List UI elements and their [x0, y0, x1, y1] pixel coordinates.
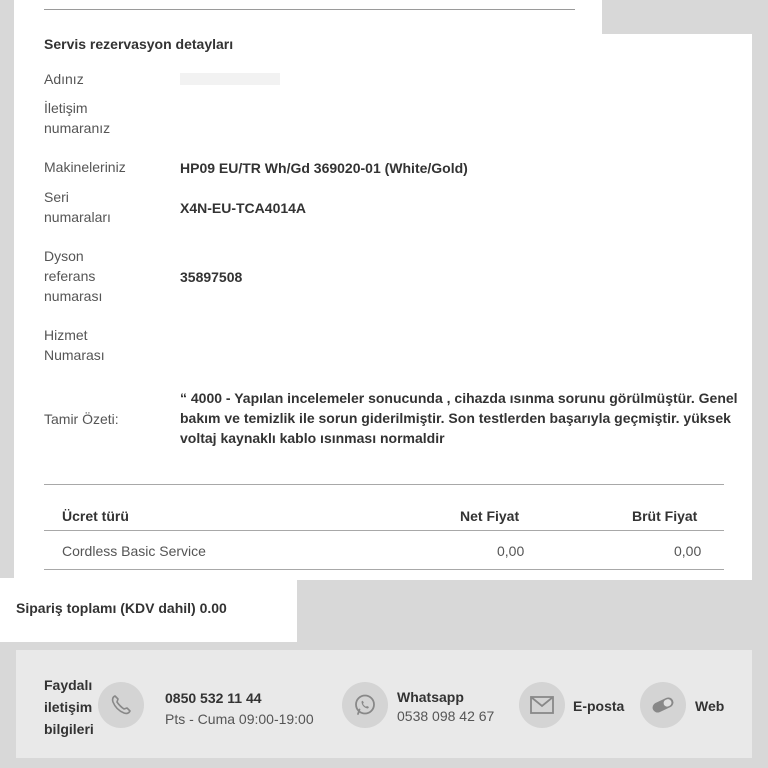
contact-footer-label: Faydalı iletişim bilgileri	[44, 677, 94, 737]
serial-numbers-label: Seri numaraları	[44, 189, 111, 225]
name-label: Adınız	[44, 71, 84, 87]
email-link[interactable]: E-posta	[573, 698, 625, 714]
gross-price-header: Brüt Fiyat	[632, 508, 698, 524]
table-bottom-divider	[44, 569, 724, 570]
section-title: Servis rezervasyon detayları	[44, 36, 234, 52]
service-number-label: Hizmet Numarası	[44, 327, 105, 363]
envelope-icon[interactable]	[519, 682, 565, 728]
table-row-gross-price: 0,00	[674, 543, 702, 559]
dyson-reference-value: 35897508	[180, 269, 243, 285]
top-divider	[44, 9, 575, 10]
whatsapp-title[interactable]: Whatsapp	[397, 689, 464, 705]
serial-numbers-value: X4N-EU-TCA4014A	[180, 200, 307, 216]
whatsapp-icon[interactable]	[342, 682, 388, 728]
fee-type-header: Ücret türü	[62, 508, 129, 524]
repair-summary-value: “ 4000 - Yapılan incelemeler sonucunda , cihazda ısınma sorunu görülmüştür. Genel bakım ve temizlik ile sorun giderilmiştir. Son testlerden başarıyla geçmiştir. yüksek voltaj kaynaklı kablo ısınması normaldir	[180, 390, 738, 446]
machines-value: HP09 EU/TR Wh/Gd 369020-01 (White/Gold)	[180, 160, 468, 176]
web-link[interactable]: Web	[695, 698, 725, 714]
phone-hours: Pts - Cuma 09:00-19:00	[165, 711, 314, 727]
table-row-net-price: 0,00	[497, 543, 525, 559]
repair-summary-label: Tamir Özeti:	[44, 411, 119, 427]
phone-label: İletişim numaranız	[44, 100, 111, 136]
globe-icon[interactable]	[640, 682, 686, 728]
dyson-reference-label: Dyson referans numarası	[44, 248, 103, 304]
phone-icon[interactable]	[98, 682, 144, 728]
machines-label: Makineleriniz	[44, 159, 126, 175]
name-value-redacted	[180, 73, 280, 85]
whatsapp-number[interactable]: 0538 098 42 67	[397, 708, 495, 724]
order-total: Sipariş toplamı (KDV dahil) 0.00	[16, 600, 227, 616]
table-top-divider	[44, 484, 724, 485]
phone-number[interactable]: 0850 532 11 44	[165, 690, 262, 706]
table-header-divider	[44, 530, 724, 531]
net-price-header: Net Fiyat	[460, 508, 520, 524]
table-row-fee-type: Cordless Basic Service	[62, 543, 206, 559]
